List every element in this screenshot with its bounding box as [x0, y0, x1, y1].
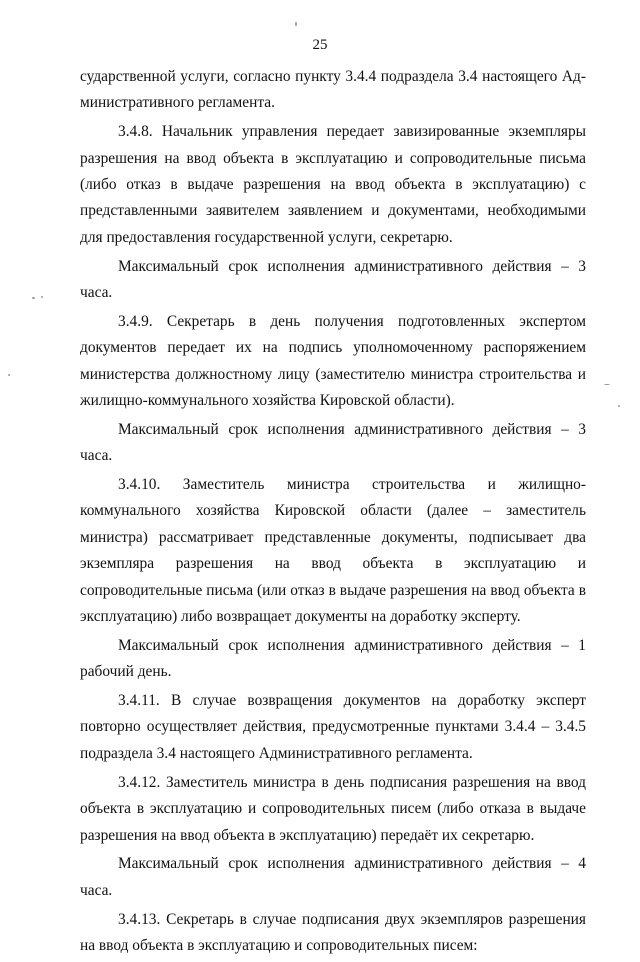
paragraph-3-4-13: 3.4.13. Секретарь в случае подписания двух экземпляров разрешения на ввод объекта в эксплуатацию и сопроводительных писем: [80, 910, 586, 954]
paragraph-continuation: сударственной услуги, согласно пункту 3.4.4 подраздела 3.4 настоящего Административного регламента. [80, 68, 586, 112]
scan-speck [618, 405, 620, 407]
paragraph-3-4-11: 3.4.11. В случае возвращения документов на доработку эксперт повторно осуществляет действия, предусмотренные пунктами 3.4.4 – 3.4.5 подраздела 3.4 настоящего Административного регламента. [80, 692, 586, 762]
paragraph-max-term: Максимальный срок исполнения административного действия – 1 рабочий день. [80, 636, 586, 681]
scan-speck [295, 22, 297, 26]
page-number: 25 [312, 37, 328, 53]
scan-speck [604, 384, 610, 385]
paragraph-max-term: Максимальный срок исполнения административного действия – 4 часа. [80, 855, 586, 899]
paragraph-3-4-10: 3.4.10. Заместитель министра строительства и жилищно-коммунального хозяйства Кировской области (далее – заместитель министра) рассматривает представленные документы, подписывает два экземпляра разрешения на ввод объекта в эксплуатацию и сопроводительные письма (или отказ в выдаче разрешения на ввод объекта в эксплуатацию) либо возвращает документы на доработку эксперту. [80, 476, 586, 626]
document-body [80, 64, 586, 962]
scan-speck [41, 296, 43, 298]
scan-speck [32, 297, 35, 299]
paragraph-3-4-8: 3.4.8. Начальник управления передает завизированные экземпляры разрешения на ввод объекта в эксплуатацию и сопроводительные письма (либо отказ в выдаче разрешения на ввод объекта в эксплуатацию) с представленными заявителем заявлением и документами, необходимыми для предоставления государственной услуги, секретарю. [80, 123, 586, 246]
paragraph-3-4-12: 3.4.12. Заместитель министра в день подписания разрешения на ввод объекта в эксплуатацию и сопроводительных писем (либо отказа в выдаче разрешения на ввод объекта в эксплуатацию) передаёт их секретарю. [80, 773, 586, 844]
paragraph-max-term: Максимальный срок исполнения административного действия – 3 часа. [80, 257, 586, 302]
scan-speck [8, 374, 10, 376]
paragraph-3-4-9: 3.4.9. Секретарь в день получения подготовленных экспертом документов передает их на подпись уполномоченному распоряжением министерства должностному лицу (заместителю министра строительства и жилищно-коммунального хозяйства Кировской области). [80, 312, 586, 410]
paragraph-max-term: Максимальный срок исполнения административного действия – 3 часа. [80, 420, 586, 465]
